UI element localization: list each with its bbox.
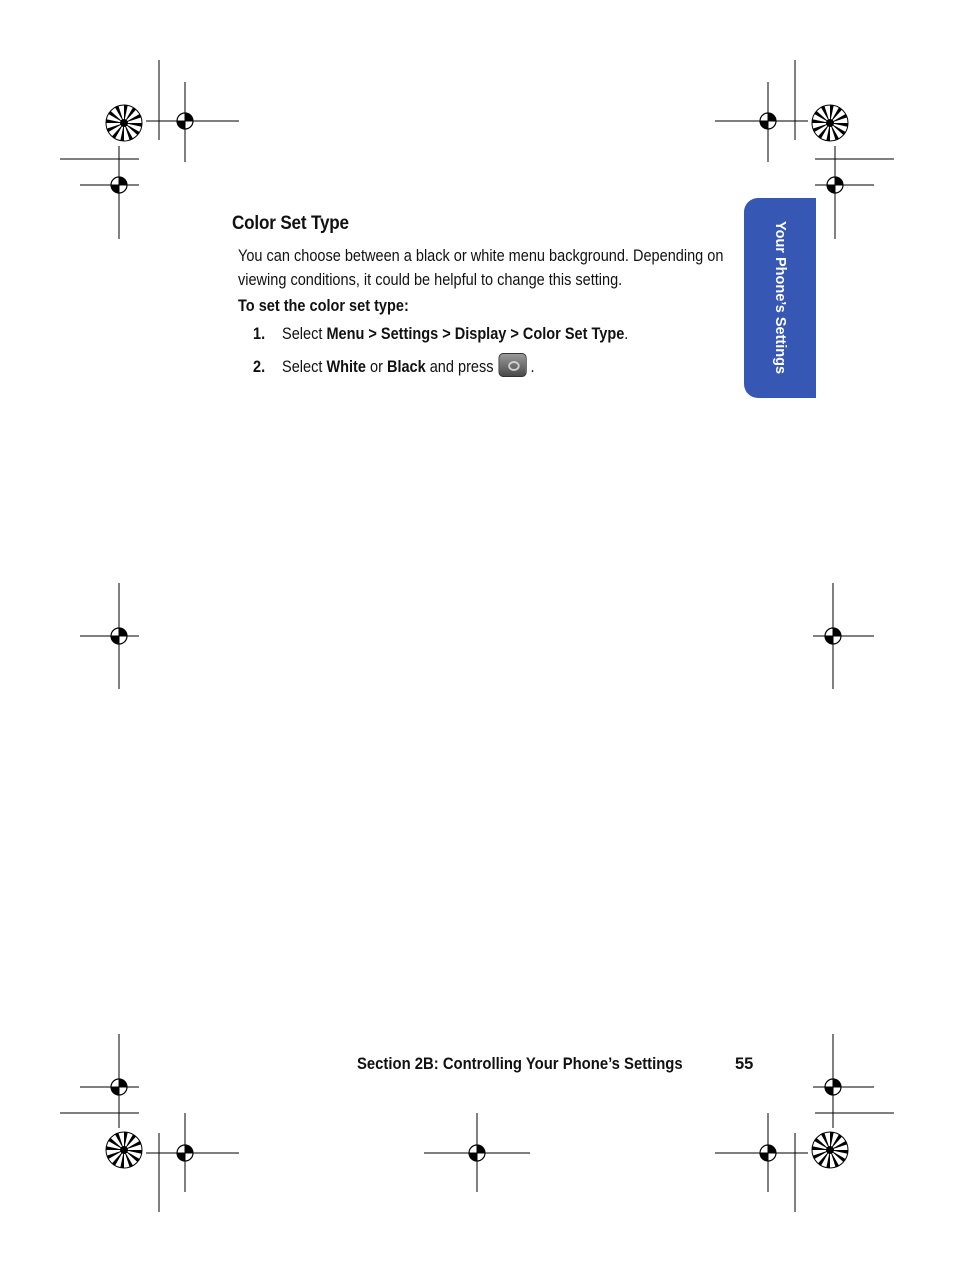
procedure-intro: To set the color set type: [238,297,409,315]
menu-path: Menu > Settings > Display > Color Set Type [326,325,625,343]
option-black: Black [386,358,426,376]
step-suffix: . [530,358,535,376]
body-paragraph: You can choose between a black or white menu background. Depending on viewing conditions, it could be helpful to change this setting. [238,247,724,289]
step-text: Select [282,358,327,376]
section-heading: Color Set Type [232,213,349,234]
step-joiner: or [365,358,387,376]
side-tab-label: Your Phone’s Settings [772,221,788,375]
step-1 [253,325,628,344]
option-white: White [326,358,366,376]
step-suffix: . [624,325,629,343]
ok-key-icon [499,353,527,377]
step-action: and press [425,358,494,376]
step-number: 2. [253,358,266,376]
step-2 [253,353,535,377]
page-number: 55 [735,1055,754,1073]
step-number: 1. [253,325,266,343]
step-text: Select [282,325,327,343]
footer-section-title: Section 2B: Controlling Your Phone’s Settings [357,1055,683,1073]
